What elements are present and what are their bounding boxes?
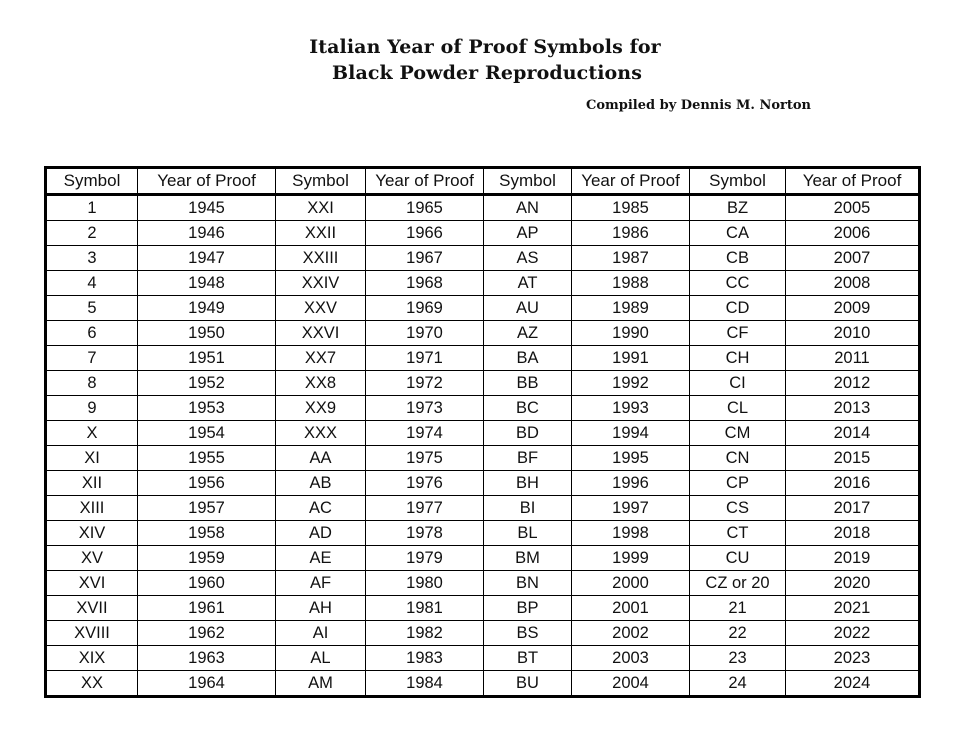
year-of-proof-cell: 2015 [786, 446, 920, 471]
symbol-cell: XVIII [46, 621, 138, 646]
year-of-proof-cell: 1986 [572, 221, 690, 246]
symbol-cell: CL [690, 396, 786, 421]
year-of-proof-cell: 1968 [366, 271, 484, 296]
year-of-proof-cell: 1993 [572, 396, 690, 421]
table-header-row [46, 168, 920, 195]
symbol-cell: AM [276, 671, 366, 697]
column-header-symbol: Symbol [484, 168, 572, 195]
compiled-by-credit: Compiled by Dennis M. Norton [586, 98, 811, 113]
table-row [46, 346, 920, 371]
symbol-cell: BC [484, 396, 572, 421]
year-of-proof-cell: 1992 [572, 371, 690, 396]
symbol-cell: 23 [690, 646, 786, 671]
year-of-proof-cell: 1948 [138, 271, 276, 296]
year-of-proof-cell: 1947 [138, 246, 276, 271]
symbol-cell: CZ or 20 [690, 571, 786, 596]
symbol-cell: CC [690, 271, 786, 296]
symbol-cell: CU [690, 546, 786, 571]
table-row [46, 546, 920, 571]
table-row [46, 371, 920, 396]
table-row [46, 221, 920, 246]
year-of-proof-cell: 1994 [572, 421, 690, 446]
year-of-proof-cell: 1983 [366, 646, 484, 671]
year-of-proof-cell: 1975 [366, 446, 484, 471]
symbol-cell: BP [484, 596, 572, 621]
year-of-proof-cell: 2024 [786, 671, 920, 697]
symbol-cell: CN [690, 446, 786, 471]
symbol-cell: BL [484, 521, 572, 546]
symbol-cell: BD [484, 421, 572, 446]
column-header-year-of-proof: Year of Proof [572, 168, 690, 195]
year-of-proof-cell: 2011 [786, 346, 920, 371]
symbol-cell: CF [690, 321, 786, 346]
year-of-proof-cell: 1995 [572, 446, 690, 471]
year-of-proof-cell: 2014 [786, 421, 920, 446]
symbol-cell: BZ [690, 195, 786, 221]
symbol-cell: XX8 [276, 371, 366, 396]
symbol-cell: CB [690, 246, 786, 271]
year-of-proof-cell: 2019 [786, 546, 920, 571]
symbol-cell: XX7 [276, 346, 366, 371]
year-of-proof-cell: 1979 [366, 546, 484, 571]
year-of-proof-cell: 1963 [138, 646, 276, 671]
year-of-proof-cell: 1999 [572, 546, 690, 571]
year-of-proof-cell: 2006 [786, 221, 920, 246]
column-header-year-of-proof: Year of Proof [786, 168, 920, 195]
year-of-proof-cell: 1990 [572, 321, 690, 346]
symbol-cell: 21 [690, 596, 786, 621]
symbol-cell: AE [276, 546, 366, 571]
symbol-cell: X [46, 421, 138, 446]
symbol-cell: AP [484, 221, 572, 246]
year-of-proof-cell: 1945 [138, 195, 276, 221]
table-row [46, 621, 920, 646]
table-row [46, 396, 920, 421]
symbol-cell: 6 [46, 321, 138, 346]
year-of-proof-cell: 1984 [366, 671, 484, 697]
column-header-year-of-proof: Year of Proof [138, 168, 276, 195]
year-of-proof-cell: 1998 [572, 521, 690, 546]
symbol-cell: CI [690, 371, 786, 396]
symbol-cell: CS [690, 496, 786, 521]
year-of-proof-cell: 1957 [138, 496, 276, 521]
table-row [46, 246, 920, 271]
symbol-cell: CH [690, 346, 786, 371]
year-of-proof-cell: 1962 [138, 621, 276, 646]
symbol-cell: BS [484, 621, 572, 646]
year-of-proof-cell: 1974 [366, 421, 484, 446]
year-of-proof-cell: 1982 [366, 621, 484, 646]
year-of-proof-cell: 1996 [572, 471, 690, 496]
symbol-cell: 3 [46, 246, 138, 271]
table-row [46, 446, 920, 471]
year-of-proof-cell: 1977 [366, 496, 484, 521]
symbol-cell: AZ [484, 321, 572, 346]
symbol-cell: XVII [46, 596, 138, 621]
symbol-cell: BT [484, 646, 572, 671]
symbol-cell: XI [46, 446, 138, 471]
year-of-proof-cell: 2008 [786, 271, 920, 296]
symbol-cell: 9 [46, 396, 138, 421]
symbol-cell: 24 [690, 671, 786, 697]
table-row [46, 671, 920, 697]
year-of-proof-cell: 1980 [366, 571, 484, 596]
symbol-cell: XVI [46, 571, 138, 596]
year-of-proof-cell: 2004 [572, 671, 690, 697]
year-of-proof-cell: 1953 [138, 396, 276, 421]
year-of-proof-cell: 1978 [366, 521, 484, 546]
symbol-cell: 4 [46, 271, 138, 296]
symbol-cell: 22 [690, 621, 786, 646]
symbol-cell: 1 [46, 195, 138, 221]
column-header-symbol: Symbol [276, 168, 366, 195]
symbol-cell: BH [484, 471, 572, 496]
year-of-proof-cell: 1970 [366, 321, 484, 346]
table-row [46, 496, 920, 521]
year-of-proof-cell: 1951 [138, 346, 276, 371]
year-of-proof-cell: 1976 [366, 471, 484, 496]
year-of-proof-cell: 1988 [572, 271, 690, 296]
year-of-proof-cell: 2023 [786, 646, 920, 671]
year-of-proof-cell: 1959 [138, 546, 276, 571]
table-row [46, 421, 920, 446]
symbol-cell: AF [276, 571, 366, 596]
symbol-cell: CM [690, 421, 786, 446]
year-of-proof-cell: 2020 [786, 571, 920, 596]
year-of-proof-cell: 2001 [572, 596, 690, 621]
column-header-symbol: Symbol [690, 168, 786, 195]
table-row [46, 646, 920, 671]
year-of-proof-cell: 1960 [138, 571, 276, 596]
column-header-year-of-proof: Year of Proof [366, 168, 484, 195]
year-of-proof-cell: 1956 [138, 471, 276, 496]
symbol-cell: BU [484, 671, 572, 697]
symbol-cell: 2 [46, 221, 138, 246]
year-of-proof-cell: 2017 [786, 496, 920, 521]
year-of-proof-cell: 1971 [366, 346, 484, 371]
symbol-cell: XIII [46, 496, 138, 521]
year-of-proof-cell: 1967 [366, 246, 484, 271]
symbol-cell: AI [276, 621, 366, 646]
year-of-proof-cell: 1949 [138, 296, 276, 321]
year-of-proof-cell: 1966 [366, 221, 484, 246]
table-row [46, 521, 920, 546]
table-row [46, 296, 920, 321]
year-of-proof-cell: 2000 [572, 571, 690, 596]
symbol-cell: CD [690, 296, 786, 321]
year-of-proof-cell: 2016 [786, 471, 920, 496]
symbol-cell: CP [690, 471, 786, 496]
year-of-proof-cell: 2018 [786, 521, 920, 546]
symbol-cell: XXI [276, 195, 366, 221]
year-of-proof-cell: 1955 [138, 446, 276, 471]
year-of-proof-cell: 1964 [138, 671, 276, 697]
year-of-proof-cell: 1961 [138, 596, 276, 621]
year-of-proof-cell: 2010 [786, 321, 920, 346]
symbol-cell: BN [484, 571, 572, 596]
year-of-proof-cell: 2005 [786, 195, 920, 221]
year-of-proof-cell: 1973 [366, 396, 484, 421]
symbol-cell: AU [484, 296, 572, 321]
year-of-proof-cell: 1989 [572, 296, 690, 321]
year-of-proof-cell: 1969 [366, 296, 484, 321]
symbol-cell: BM [484, 546, 572, 571]
year-of-proof-cell: 2013 [786, 396, 920, 421]
year-of-proof-cell: 1981 [366, 596, 484, 621]
symbol-cell: AB [276, 471, 366, 496]
year-of-proof-cell: 1950 [138, 321, 276, 346]
year-of-proof-cell: 1954 [138, 421, 276, 446]
symbol-cell: XXII [276, 221, 366, 246]
symbol-cell: XV [46, 546, 138, 571]
symbol-cell: AD [276, 521, 366, 546]
year-of-proof-cell: 1985 [572, 195, 690, 221]
symbol-cell: BA [484, 346, 572, 371]
symbol-cell: BB [484, 371, 572, 396]
column-header-symbol: Symbol [46, 168, 138, 195]
year-of-proof-cell: 1958 [138, 521, 276, 546]
table-row [46, 571, 920, 596]
table-body [46, 195, 920, 697]
document-title-line-1: Italian Year of Proof Symbols for [309, 36, 661, 58]
symbol-cell: AS [484, 246, 572, 271]
symbol-cell: AN [484, 195, 572, 221]
proof-symbols-table [44, 166, 921, 698]
symbol-cell: AC [276, 496, 366, 521]
symbol-cell: AL [276, 646, 366, 671]
symbol-cell: 5 [46, 296, 138, 321]
symbol-cell: XXIII [276, 246, 366, 271]
symbol-cell: XIX [46, 646, 138, 671]
table-row [46, 195, 920, 221]
year-of-proof-cell: 1972 [366, 371, 484, 396]
symbol-cell: XXX [276, 421, 366, 446]
symbol-cell: AH [276, 596, 366, 621]
year-of-proof-cell: 2022 [786, 621, 920, 646]
symbol-cell: XXVI [276, 321, 366, 346]
table-row [46, 271, 920, 296]
table-row [46, 596, 920, 621]
year-of-proof-cell: 2002 [572, 621, 690, 646]
symbol-cell: 7 [46, 346, 138, 371]
symbol-cell: XXV [276, 296, 366, 321]
symbol-cell: XX9 [276, 396, 366, 421]
year-of-proof-cell: 2021 [786, 596, 920, 621]
year-of-proof-cell: 1997 [572, 496, 690, 521]
symbol-cell: CT [690, 521, 786, 546]
symbol-cell: XX [46, 671, 138, 697]
year-of-proof-cell: 2012 [786, 371, 920, 396]
year-of-proof-cell: 2003 [572, 646, 690, 671]
symbol-cell: BI [484, 496, 572, 521]
year-of-proof-cell: 1991 [572, 346, 690, 371]
symbol-cell: BF [484, 446, 572, 471]
symbol-cell: 8 [46, 371, 138, 396]
symbol-cell: XIV [46, 521, 138, 546]
table-row [46, 321, 920, 346]
symbol-cell: XII [46, 471, 138, 496]
symbol-cell: XXIV [276, 271, 366, 296]
year-of-proof-cell: 1965 [366, 195, 484, 221]
symbol-cell: AT [484, 271, 572, 296]
document-title-line-2: Black Powder Reproductions [331, 62, 643, 84]
year-of-proof-cell: 1952 [138, 371, 276, 396]
table-row [46, 471, 920, 496]
year-of-proof-cell: 2009 [786, 296, 920, 321]
year-of-proof-cell: 1987 [572, 246, 690, 271]
symbol-cell: CA [690, 221, 786, 246]
year-of-proof-cell: 1946 [138, 221, 276, 246]
year-of-proof-cell: 2007 [786, 246, 920, 271]
symbol-cell: AA [276, 446, 366, 471]
